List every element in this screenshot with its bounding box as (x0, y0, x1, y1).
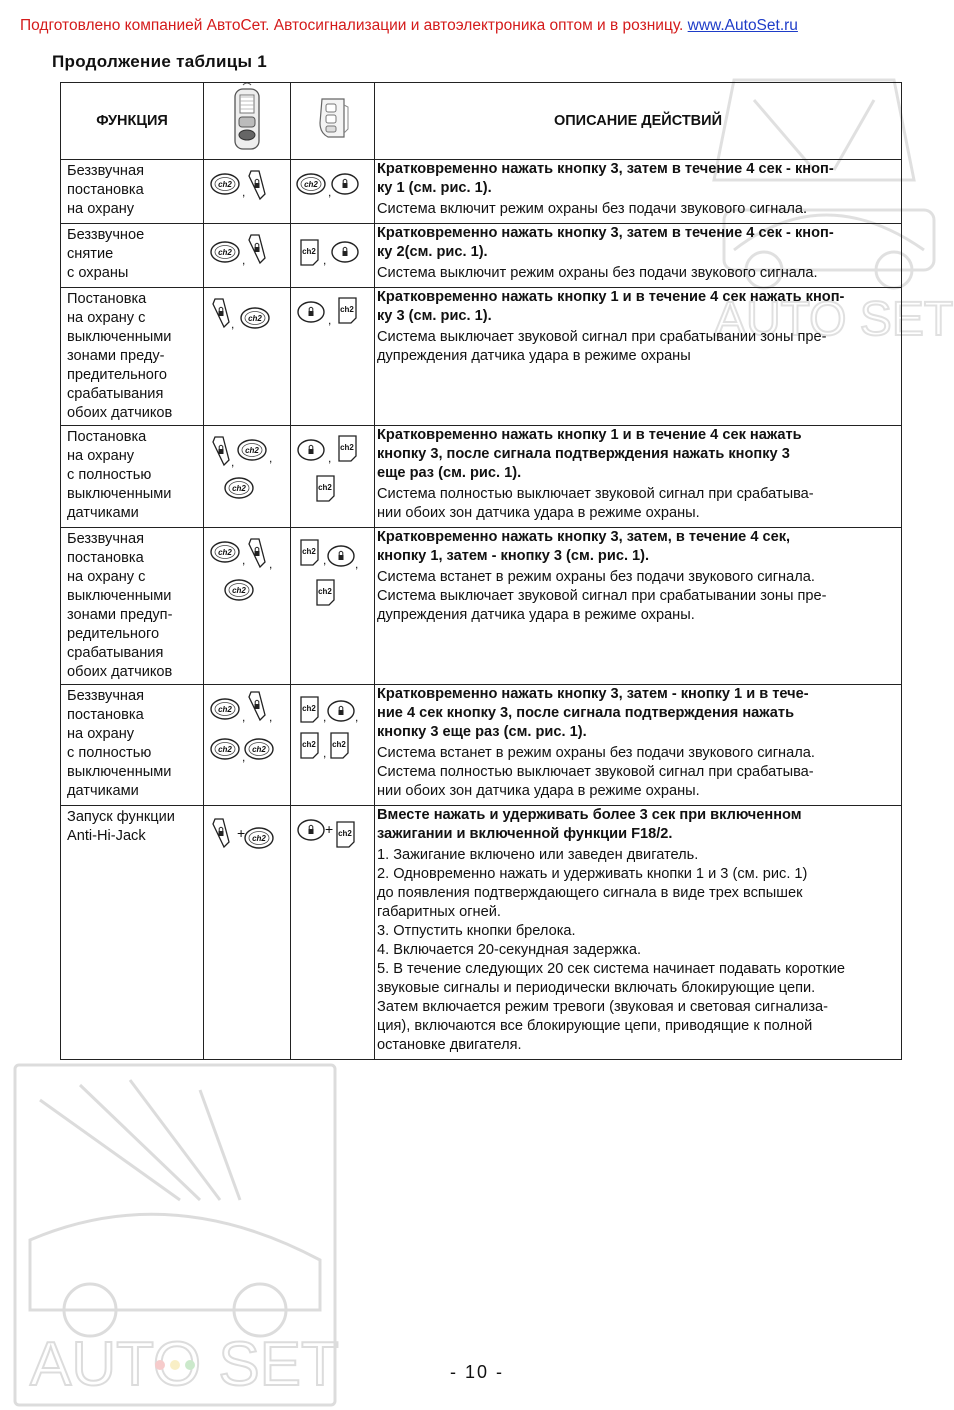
plus-sign: + (237, 825, 246, 841)
ch2-oval-button-icon (238, 440, 266, 460)
promo-banner-link[interactable]: www.AutoSet.ru (687, 17, 798, 34)
separator-comma: , (242, 185, 246, 199)
separator-comma: , (322, 710, 326, 724)
action-result: Система полностью выключает звуковой сигнал при срабатыва- нии обоих зон датчика удара в режиме охраны. (377, 486, 814, 521)
keyfob-2-sequence (291, 160, 375, 224)
keyfob-2-button-sequence-icon (295, 166, 371, 206)
ch2-oval-button-icon (245, 739, 273, 759)
keyfob-1-sequence (204, 426, 291, 528)
plus-sign: + (324, 821, 333, 837)
svg-text:ch2: ch2 (339, 443, 354, 452)
table-row (61, 224, 902, 288)
table-row (61, 528, 902, 685)
action-instruction: Кратковременно нажать кнопку 3, затем - кнопку 1 и в тече- ние 4 сек кнопку 3, после сигнала подтверждения нажать кнопку 3 еще раз (см. рис. 1). (377, 686, 809, 740)
lock-round-button-icon (328, 701, 354, 721)
action-description (375, 224, 902, 288)
keyfob-2-button-sequence-icon (295, 534, 371, 610)
ch2-square-button-icon (301, 540, 318, 565)
svg-text:ch2: ch2 (339, 305, 354, 314)
lock-round-button-icon (328, 546, 354, 566)
svg-text:ch2: ch2 (218, 745, 232, 754)
svg-text:ch2: ch2 (317, 483, 332, 492)
keyfob-1-button-sequence-icon (209, 230, 285, 270)
svg-text:ch2: ch2 (301, 704, 316, 713)
action-description (375, 806, 902, 1060)
separator-comma: , (322, 746, 326, 760)
lock-angled-button-icon (249, 171, 265, 199)
table-continuation-heading: Продолжение таблицы 1 (52, 52, 268, 71)
keyfob-1-button-sequence-icon (209, 691, 285, 771)
action-result: Система включит режим охраны без подачи звукового сигнала. (377, 201, 808, 217)
action-instruction: Кратковременно нажать кнопку 1 и в течение 4 сек нажать кноп- ку 3 (см. рис. 1). (377, 289, 845, 324)
svg-text:ch2: ch2 (252, 745, 266, 754)
ch2-square-button-icon (301, 240, 318, 265)
header-description: ОПИСАНИЕ ДЕЙСТВИЙ (375, 83, 902, 160)
keyfob-2-button-sequence-icon (295, 230, 371, 270)
separator-comma: , (242, 710, 246, 724)
keyfob-2-icon (308, 93, 358, 143)
separator-comma: , (269, 557, 273, 571)
lock-round-button-icon (298, 820, 324, 840)
svg-text:ch2: ch2 (301, 247, 316, 256)
keyfob-2-sequence (291, 224, 375, 288)
keyfob-1-button-sequence-icon (209, 812, 285, 852)
svg-text:ch2: ch2 (331, 740, 346, 749)
keyfob-2-sequence (291, 426, 375, 528)
svg-text:ch2: ch2 (301, 740, 316, 749)
keyfob-1-icon (217, 83, 277, 153)
svg-text:ch2: ch2 (317, 587, 332, 596)
keyfob-1-sequence (204, 528, 291, 685)
action-description (375, 426, 902, 528)
watermark-logo-bottom (0, 1060, 350, 1410)
keyfob-1-button-sequence-icon (209, 534, 285, 610)
svg-text:AUTO SET: AUTO SET (714, 293, 954, 346)
separator-comma: , (269, 451, 273, 465)
separator-comma: , (354, 710, 358, 724)
table-row (61, 806, 902, 1060)
separator-comma: , (231, 317, 235, 331)
function-name: Беззвучная постановка на охрану (61, 160, 204, 224)
action-description (375, 160, 902, 224)
page-number: - 10 - (449, 1362, 504, 1382)
separator-comma: , (242, 750, 246, 764)
svg-text:ch2: ch2 (218, 705, 232, 714)
separator-comma: , (242, 553, 246, 567)
svg-text:ch2: ch2 (232, 586, 246, 595)
ch2-oval-button-icon (225, 580, 253, 600)
action-result: Система выключит режим охраны без подачи звукового сигнала. (377, 265, 818, 281)
ch2-square-button-icon (317, 476, 334, 501)
action-description (375, 685, 902, 806)
ch2-square-button-icon (317, 580, 334, 605)
svg-text:ch2: ch2 (218, 248, 232, 257)
keyfob-2-sequence (291, 288, 375, 426)
svg-text:ch2: ch2 (248, 314, 262, 323)
function-name: Запуск функции Anti-Hi-Jack (61, 806, 204, 1060)
action-instruction: Вместе нажать и удерживать более 3 сек при включенном зажигании и включенной функции F18/2. (377, 807, 802, 842)
svg-text:ch2: ch2 (245, 446, 259, 455)
action-result: Система выключает звуковой сигнал при срабатывании зоны пре- дупреждения датчика удара в режиме охраны (377, 329, 827, 364)
keyfob-1-sequence (204, 806, 291, 1060)
table-header-row (61, 83, 902, 160)
lock-round-button-icon (298, 440, 324, 460)
ch2-oval-button-icon (211, 242, 239, 262)
action-result: Система встанет в режим охраны без подачи звукового сигнала. Система выключает звуковой сигнал при срабатывании зоны пре- дупреждения датчика удара в режиме охраны. (377, 569, 827, 623)
ch2-square-button-icon (301, 733, 318, 758)
action-instruction: Кратковременно нажать кнопку 3, затем в течение 4 сек - кноп- ку 2(см. рис. 1). (377, 225, 834, 260)
keyfob-2-button-sequence-icon (295, 432, 371, 508)
action-instruction: Кратковременно нажать кнопку 3, затем в течение 4 сек - кноп- ку 1 (см. рис. 1). (377, 161, 834, 196)
function-name: Беззвучное снятие с охраны (61, 224, 204, 288)
keyfob-1-button-sequence-icon (209, 166, 285, 206)
function-name: Постановка на охрану с полностью выключенными датчиками (61, 426, 204, 528)
action-instruction: Кратковременно нажать кнопку 3, затем, в течение 4 сек, кнопку 1, затем - кнопку 3 (см. рис. 1). (377, 529, 791, 564)
header-keyfob-2 (291, 83, 375, 160)
lock-round-button-icon (298, 302, 324, 322)
ch2-oval-button-icon (211, 542, 239, 562)
svg-text:ch2: ch2 (303, 180, 318, 189)
function-name: Беззвучная постановка на охрану с полностью выключенными датчиками (61, 685, 204, 806)
keyfob-2-sequence (291, 806, 375, 1060)
ch2-oval-button-icon (225, 478, 253, 498)
ch2-oval-button-icon (211, 174, 239, 194)
keyfob-2-sequence (291, 685, 375, 806)
keyfob-2-button-sequence-icon (295, 294, 371, 334)
table-row (61, 160, 902, 224)
header-keyfob-1 (204, 83, 291, 160)
ch2-oval-button-icon (211, 699, 239, 719)
separator-comma: , (242, 253, 246, 267)
keyfob-1-sequence (204, 685, 291, 806)
functions-table (60, 82, 902, 1060)
svg-text:ch2: ch2 (232, 484, 246, 493)
header-function: ФУНКЦИЯ (61, 83, 204, 160)
separator-comma: , (327, 451, 331, 465)
ch2-oval-button-icon (245, 828, 273, 848)
ch2-oval-button-icon (297, 174, 325, 194)
function-name: Беззвучная постановка на охрану с выключенными зонами предуп- редительного срабатывания обоих датчиков (61, 528, 204, 685)
keyfob-1-sequence (204, 288, 291, 426)
ch2-oval-button-icon (241, 308, 269, 328)
separator-comma: , (327, 313, 331, 327)
ch2-square-button-icon (339, 436, 356, 461)
promo-banner-text: Подготовлено компанией АвтоСет. Автосигнализации и автоэлектроника оптом и в розницу. (20, 17, 688, 34)
keyfob-2-button-sequence-icon (295, 691, 371, 771)
lock-angled-button-icon (249, 539, 265, 567)
lock-angled-button-icon (213, 299, 229, 327)
lock-round-button-icon (332, 242, 358, 262)
action-result: Система встанет в режим охраны без подачи звукового сигнала. Система полностью выключает звуковой сигнал при срабатыва- нии обоих зон датчика удара в режиме охраны. (377, 745, 815, 799)
keyfob-1-button-sequence-icon (209, 432, 285, 508)
keyfob-2-sequence (291, 528, 375, 685)
svg-text:ch2: ch2 (301, 547, 316, 556)
lock-round-button-icon (332, 174, 358, 194)
table-row (61, 426, 902, 528)
table-row (61, 685, 902, 806)
separator-comma: , (231, 455, 235, 469)
separator-comma: , (269, 710, 273, 724)
action-instruction: Кратковременно нажать кнопку 1 и в течение 4 сек нажать кнопку 3, после сигнала подтверждения нажать кнопку 3 еще раз (см. рис. 1). (377, 427, 802, 481)
lock-angled-button-icon (249, 692, 265, 720)
lock-angled-button-icon (213, 819, 229, 847)
keyfob-2-button-sequence-icon (295, 812, 371, 852)
separator-comma: , (354, 557, 358, 571)
ch2-oval-button-icon (211, 739, 239, 759)
lock-angled-button-icon (213, 437, 229, 465)
keyfob-1-sequence (204, 160, 291, 224)
action-description (375, 288, 902, 426)
ch2-square-button-icon (331, 733, 348, 758)
svg-text:ch2: ch2 (218, 548, 232, 557)
lock-angled-button-icon (249, 235, 265, 263)
svg-text:AUTO SET: AUTO SET (30, 1330, 339, 1399)
promo-banner (20, 17, 930, 35)
table-row (61, 288, 902, 426)
function-name: Постановка на охрану с выключенными зонами преду- предительного срабатывания обоих датчиков (61, 288, 204, 426)
svg-text:ch2: ch2 (218, 180, 232, 189)
keyfob-1-button-sequence-icon (209, 294, 285, 334)
ch2-square-button-icon (339, 298, 356, 323)
keyfob-1-sequence (204, 224, 291, 288)
separator-comma: , (322, 253, 326, 267)
svg-text:ch2: ch2 (337, 829, 352, 838)
svg-text:ch2: ch2 (252, 834, 266, 843)
action-description (375, 528, 902, 685)
action-result: 1. Зажигание включено или заведен двигатель. 2. Одновременно нажать и удерживать кнопки 1 и 3 (см. рис. 1) до появления подтверждающего сигнала в виде трех вспышек габаритных огней. 3. Отпустить кнопки брелока. 4. Включается 20-секундная задержка. 5. В течение следующих 20 сек система начинает подавать короткие звуковые сигналы и периодически включать блокирующие цепи. Затем включается режим тревоги (звуковая и световая сигнализа- ция), включаются все блокирующие цепи, приводящие к полной остановке двигателя. (377, 847, 845, 1053)
ch2-square-button-icon (337, 822, 354, 847)
separator-comma: , (322, 553, 326, 567)
separator-comma: , (327, 185, 331, 199)
ch2-square-button-icon (301, 697, 318, 722)
